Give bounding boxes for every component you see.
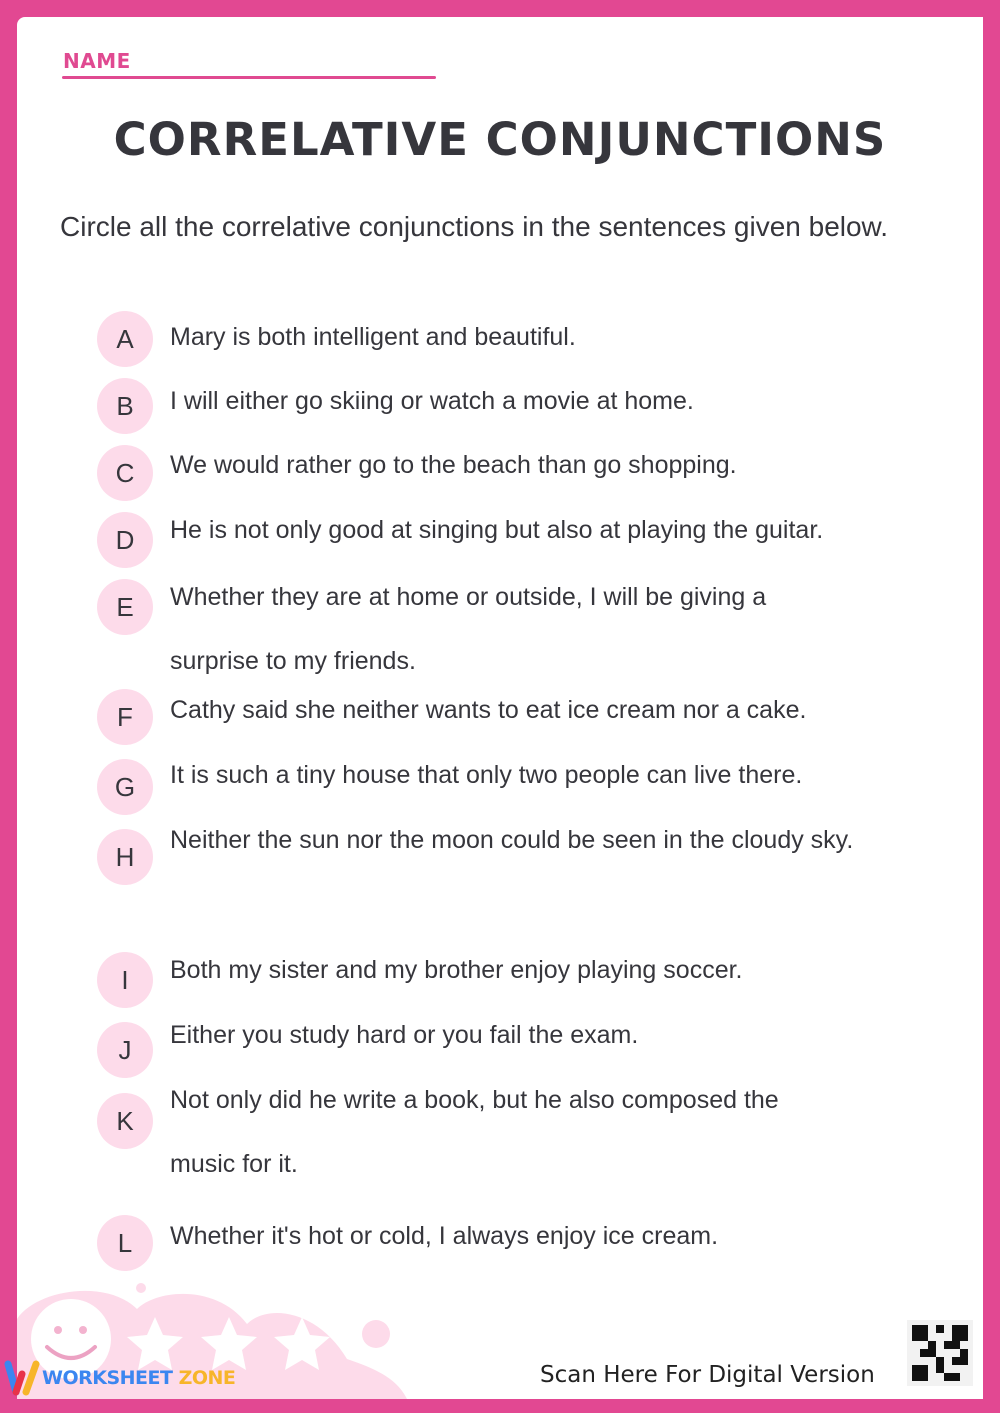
name-input-line[interactable]: [62, 76, 436, 79]
letter-badge: J: [97, 1022, 153, 1078]
letter-badge: H: [97, 829, 153, 885]
sentence-text: Whether they are at home or outside, I will be giving a surprise to my friends.: [170, 583, 767, 675]
sentence-text: Mary is both intelligent and beautiful.: [170, 323, 576, 351]
sentence-text: Neither the sun nor the moon could be seen in the cloudy sky.: [170, 826, 854, 854]
letter-badge: D: [97, 512, 153, 568]
letter-badge: B: [97, 378, 153, 434]
qr-code-icon[interactable]: [907, 1320, 973, 1386]
sentence-text: Not only did he write a book, but he also composed the music for it.: [170, 1086, 779, 1178]
sentence-text: Cathy said she neither wants to eat ice cream nor a cake.: [170, 696, 807, 724]
letter-badge: A: [97, 311, 153, 367]
scan-caption: Scan Here For Digital Version: [540, 1362, 875, 1388]
letter-badge: F: [97, 689, 153, 745]
name-label: NAME: [63, 49, 131, 73]
letter-badge: C: [97, 445, 153, 501]
letter-badge: L: [97, 1215, 153, 1271]
logo-word-worksheet: WORKSHEET: [42, 1367, 173, 1389]
sentence-text: I will either go skiing or watch a movie at home.: [170, 387, 694, 415]
worksheetzone-logo[interactable]: [0, 1360, 235, 1396]
letter-badge: E: [97, 579, 153, 635]
sentence-text: He is not only good at singing but also at playing the guitar.: [170, 516, 824, 544]
sentence-text: We would rather go to the beach than go shopping.: [170, 451, 737, 479]
sentence-text: Both my sister and my brother enjoy playing soccer.: [170, 956, 743, 984]
letter-badge: I: [97, 952, 153, 1008]
letter-badge: G: [97, 759, 153, 815]
logo-word-zone: ZONE: [178, 1367, 236, 1389]
sentence-text: Either you study hard or you fail the exam.: [170, 1021, 639, 1049]
instructions: Circle all the correlative conjunctions in the sentences given below.: [60, 211, 889, 242]
logo-w-icon: [0, 1360, 42, 1396]
page-title: CORRELATIVE CONJUNCTIONS: [113, 113, 887, 166]
worksheet-page: [17, 17, 983, 1399]
letter-badge: K: [97, 1093, 153, 1149]
sentence-text: It is such a tiny house that only two people can live there.: [170, 761, 803, 789]
sentence-text: Whether it's hot or cold, I always enjoy ice cream.: [170, 1222, 719, 1250]
